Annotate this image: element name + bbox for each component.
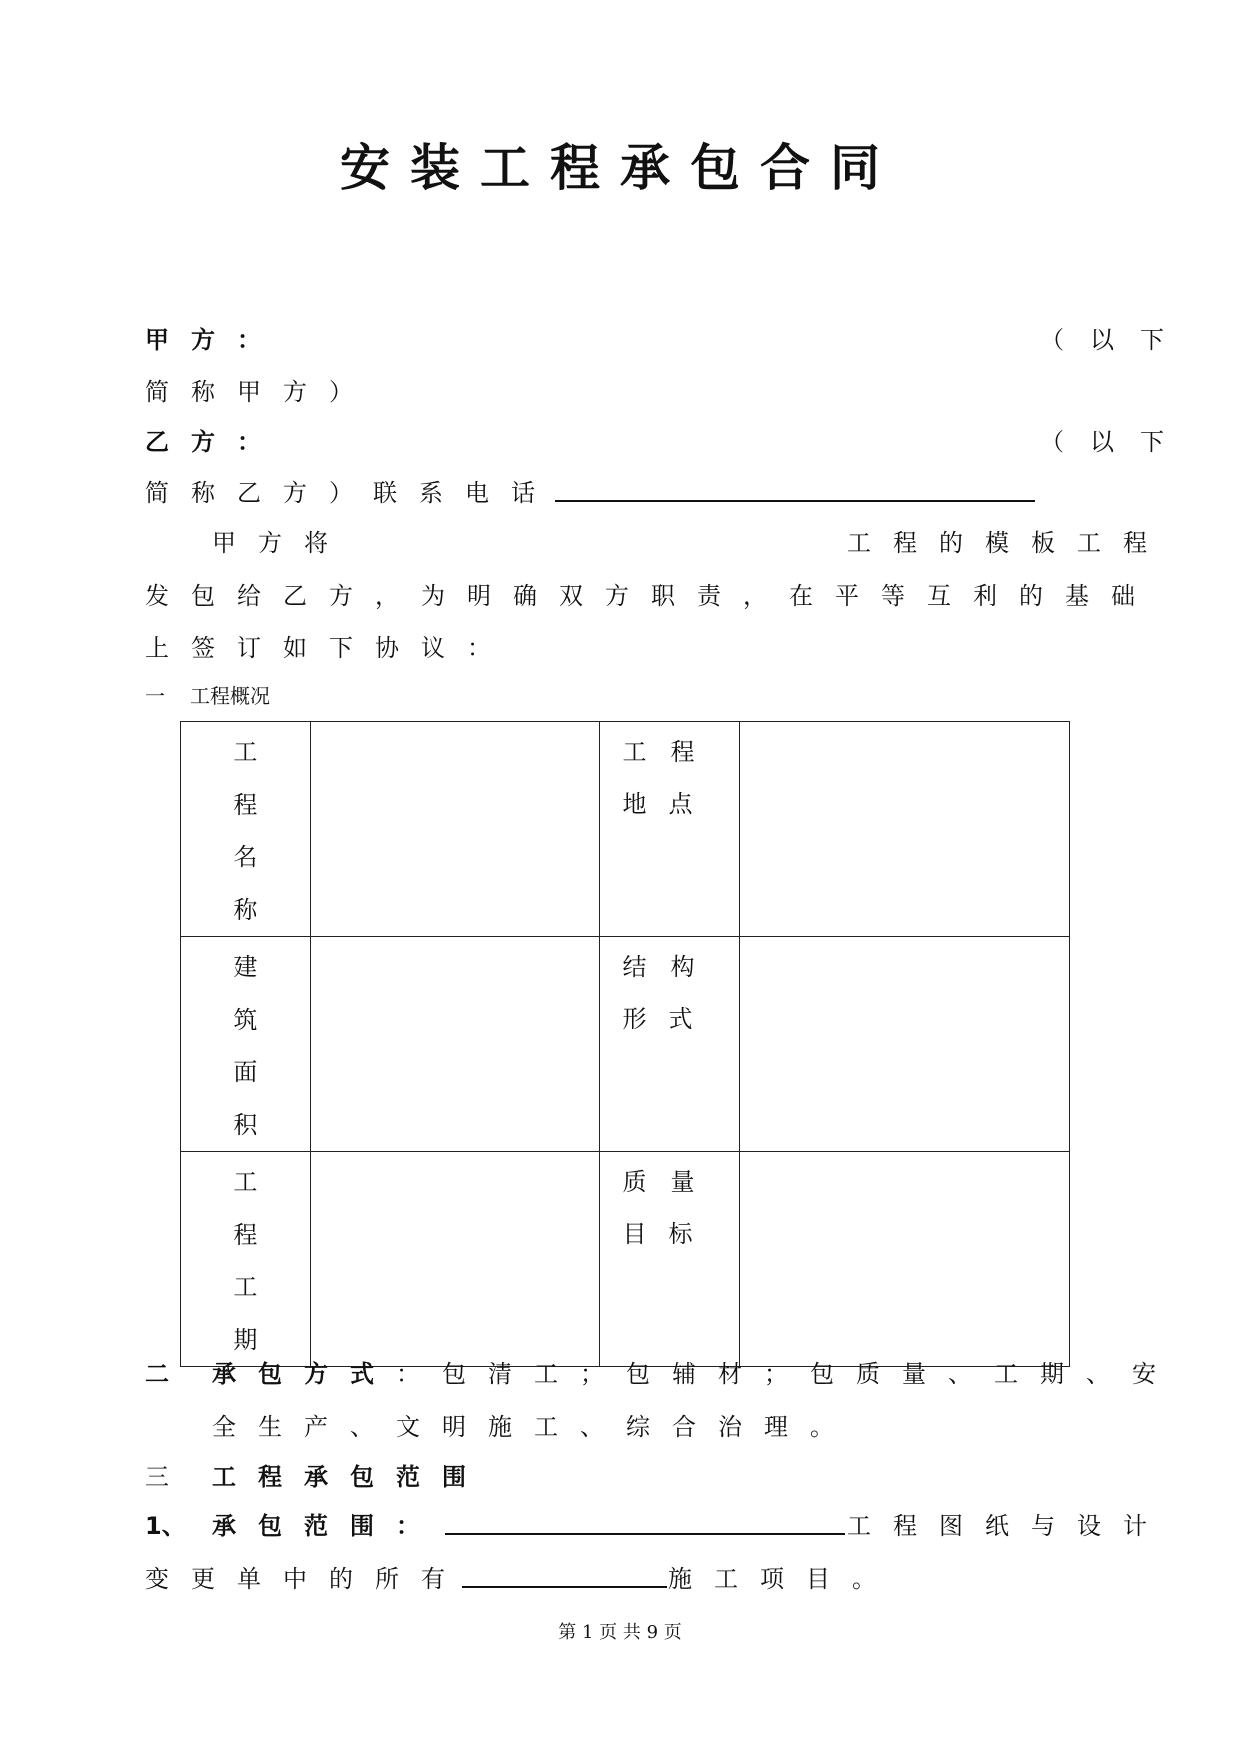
scope-text1: 工程图纸与设计 — [847, 1512, 1169, 1540]
party-b-cont: 简称乙方） — [145, 479, 375, 507]
party-a-tail: （以下 — [1040, 326, 1190, 354]
left-value-cell — [310, 937, 600, 1152]
right-label-line1: 质 量 — [622, 1168, 695, 1196]
section2-title: 承包方式 — [212, 1360, 396, 1388]
project-info-table — [180, 721, 1070, 1367]
left-label-cell — [181, 722, 311, 937]
party-a-cont: 简称甲方） — [145, 378, 375, 406]
page-number: 第 1 页 共 9 页 — [558, 1622, 682, 1643]
left-label-cell — [181, 937, 311, 1152]
section1-title: 工程概况 — [190, 684, 270, 708]
right-label-line1: 结 构 — [622, 953, 695, 981]
section2-text1: ：包清工；包辅材；包质量、工期、安 — [396, 1360, 1178, 1388]
section3-title: 工程承包范围 — [212, 1463, 488, 1491]
section1-num: 一 — [145, 684, 165, 708]
scope-text2b: 施工项目。 — [668, 1565, 898, 1593]
right-label-line1: 工 程 — [622, 738, 695, 766]
right-value-cell — [740, 937, 1070, 1152]
table-row — [181, 1152, 1070, 1367]
scope-blank-2 — [462, 1586, 667, 1588]
left-label-cell — [181, 1152, 311, 1367]
table-row — [181, 937, 1070, 1152]
party-b-label: 乙方： — [145, 428, 283, 456]
right-label-line2: 地点 — [622, 790, 715, 818]
right-label-cell — [600, 1152, 740, 1367]
scope-blank-1 — [445, 1533, 845, 1535]
intro-lead: 甲方将 — [212, 529, 350, 557]
scope-num: 1、 — [145, 1512, 186, 1540]
section2-num: 二 — [145, 1360, 169, 1388]
right-value-cell — [740, 722, 1070, 937]
table-row — [181, 722, 1070, 937]
intro-mid: 工程的模板工程 — [847, 529, 1169, 557]
right-label-line2: 形式 — [622, 1005, 715, 1033]
left-label: 工 程 工 期 — [233, 1168, 258, 1354]
section3-num: 三 — [145, 1463, 169, 1491]
phone-blank — [555, 500, 1035, 502]
phone-label: 联系电话 — [373, 479, 557, 507]
intro-line3: 上签订如下协议： — [145, 634, 513, 662]
intro-line2: 发包给乙方，为明确双方职责，在平等互利的基础 — [145, 582, 1157, 610]
right-label-line2: 目标 — [622, 1220, 715, 1248]
party-a-label: 甲方： — [145, 326, 283, 354]
scope-text2a: 变更单中的所有 — [145, 1565, 467, 1593]
right-label-cell — [600, 722, 740, 937]
left-value-cell — [310, 722, 600, 937]
left-label: 建 筑 面 积 — [233, 953, 258, 1139]
right-label-cell — [600, 937, 740, 1152]
scope-label: 承包范围： — [212, 1512, 442, 1540]
section2-text2: 全生产、文明施工、综合治理。 — [212, 1413, 856, 1441]
party-b-tail: （以下 — [1040, 428, 1190, 456]
left-label: 工 程 名 称 — [233, 738, 258, 924]
right-value-cell — [740, 1152, 1070, 1367]
left-value-cell — [310, 1152, 600, 1367]
document-title: 安装工程承包合同 — [340, 139, 900, 197]
